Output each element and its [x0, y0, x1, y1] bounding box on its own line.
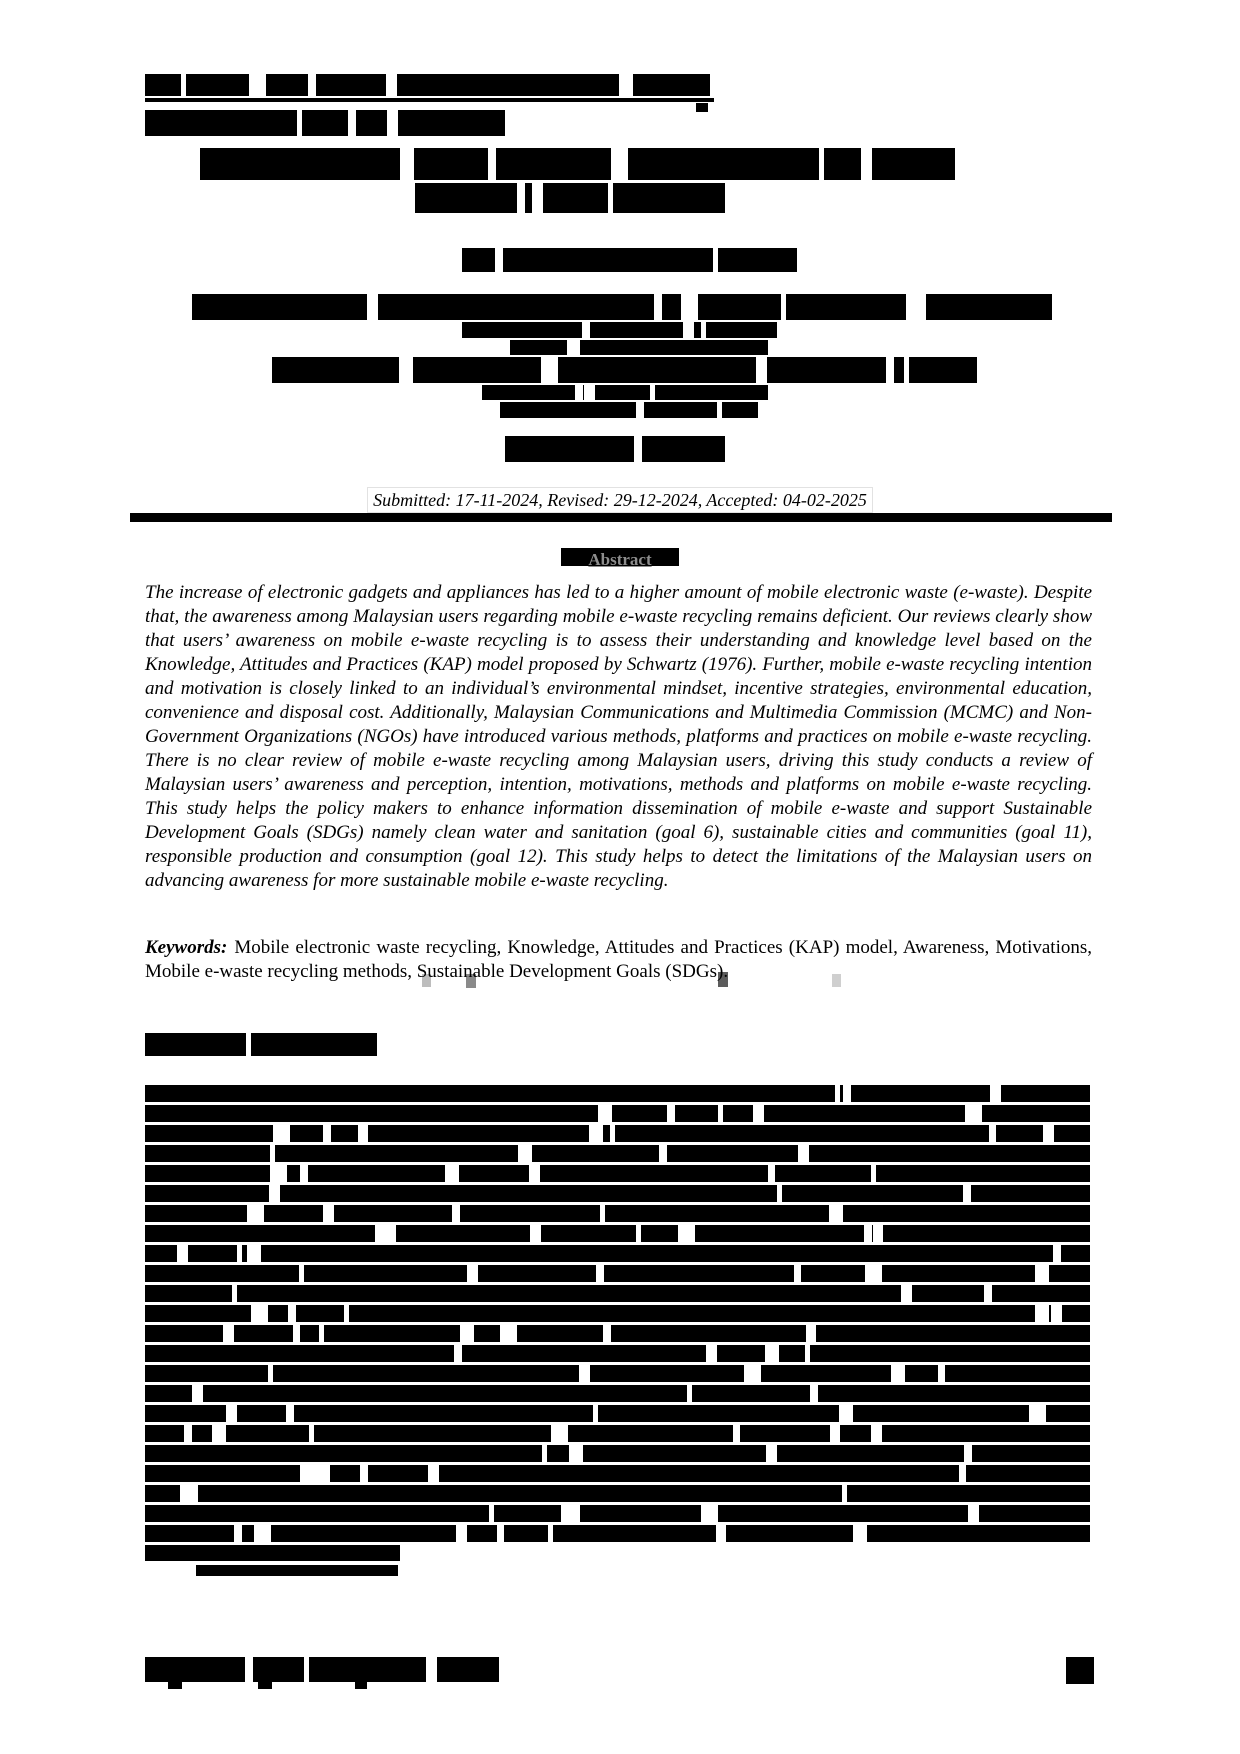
redacted-authors-line: [462, 248, 797, 272]
redacted-journal-name-stub: [696, 103, 708, 112]
abstract-heading-remnant: Abstract: [588, 550, 652, 569]
redaction-gap: [781, 294, 786, 320]
redaction-gap: [569, 1445, 583, 1462]
redacted-footer-stub-2: [258, 1682, 272, 1689]
redacted-footer-stub-3: [355, 1682, 367, 1689]
redaction-gap: [181, 74, 186, 96]
redacted-body-line: [145, 1485, 1090, 1502]
redaction-gap: [304, 1657, 309, 1682]
redaction-gap: [249, 74, 266, 96]
redaction-gap: [829, 1205, 843, 1222]
redaction-gap: [367, 294, 378, 320]
redaction-gap: [184, 1425, 192, 1442]
redaction-gap: [467, 1265, 478, 1282]
redaction-gap: [701, 1505, 718, 1522]
redacted-body-line: [145, 1125, 1090, 1142]
redaction-gap: [348, 110, 356, 136]
redacted-body-line: [145, 1365, 1090, 1382]
redaction-gap: [636, 1225, 641, 1242]
redaction-gap: [706, 1345, 717, 1362]
redaction-gap: [426, 1657, 437, 1682]
redacted-paper-title-line-1: [200, 148, 955, 180]
redaction-gap: [636, 402, 644, 418]
redaction-gap: [319, 1325, 324, 1342]
redaction-gap: [984, 1285, 992, 1302]
redaction-gap: [968, 1505, 979, 1522]
redacted-body-line: [145, 1505, 1090, 1522]
redaction-gap: [358, 1125, 368, 1142]
redaction-gap: [805, 1345, 810, 1362]
redaction-gap: [300, 1465, 317, 1482]
redaction-gap: [901, 1285, 912, 1302]
redacted-body-line: [145, 1405, 1090, 1422]
redaction-gap: [497, 1525, 504, 1542]
redacted-journal-name-line-1: [145, 74, 710, 96]
redacted-body-line: [145, 1085, 1090, 1102]
redaction-gap: [297, 110, 302, 136]
redaction-gap: [247, 1245, 261, 1262]
redaction-gap: [532, 183, 543, 213]
redaction-gap: [247, 1205, 264, 1222]
redaction-gap: [610, 1125, 615, 1142]
redaction-gap: [716, 1525, 726, 1542]
redaction-gap: [904, 357, 909, 383]
redaction-gap: [399, 357, 413, 383]
redaction-gap: [766, 1445, 777, 1462]
redaction-gap: [596, 1265, 604, 1282]
redaction-gap: [237, 1245, 242, 1262]
redaction-gap: [794, 1265, 801, 1282]
keywords-label: Keywords:: [145, 937, 228, 958]
redaction-gap: [753, 1105, 764, 1122]
redaction-gap: [912, 294, 926, 320]
redaction-gap: [659, 1145, 667, 1162]
redaction-gap: [344, 1305, 349, 1322]
redaction-gap: [963, 1185, 971, 1202]
redaction-gap: [541, 357, 558, 383]
header-divider-rule: [130, 513, 1112, 522]
redaction-gap: [360, 1465, 368, 1482]
redaction-gap: [400, 148, 414, 180]
redaction-gap: [386, 74, 397, 96]
redaction-gap: [891, 1365, 905, 1382]
redaction-gap: [777, 1185, 782, 1202]
redacted-section-heading: [145, 1033, 377, 1056]
redacted-body-line: [145, 1425, 1090, 1442]
redaction-gap: [1035, 1265, 1049, 1282]
redaction-gap: [582, 322, 590, 338]
redaction-gap: [990, 1085, 1001, 1102]
redaction-gap: [1035, 1305, 1049, 1322]
redaction-gap: [495, 248, 503, 272]
redaction-gap: [667, 1105, 675, 1122]
redaction-gap: [460, 1325, 474, 1342]
redacted-footer-text: [145, 1657, 499, 1682]
redaction-gap: [830, 1425, 840, 1442]
redaction-gap: [756, 357, 767, 383]
redaction-gap: [819, 148, 824, 180]
redaction-gap: [717, 402, 722, 418]
redaction-gap: [572, 340, 580, 355]
redaction-gap: [542, 1445, 547, 1462]
redaction-gap: [299, 1265, 304, 1282]
redaction-gap: [245, 1657, 253, 1682]
redaction-gap: [300, 1165, 308, 1182]
redaction-gap: [843, 1085, 851, 1102]
redaction-gap: [226, 1405, 237, 1422]
redacted-body-line: [145, 1165, 1090, 1182]
redacted-affiliation-line-6: [500, 402, 758, 418]
redaction-gap: [589, 1125, 603, 1142]
redacted-body-line: [145, 1205, 1090, 1222]
redacted-body-line: [145, 1525, 1090, 1542]
redaction-gap: [375, 1225, 389, 1242]
redaction-gap: [864, 1225, 872, 1242]
redaction-gap: [938, 1365, 945, 1382]
redaction-gap: [806, 1325, 816, 1342]
redaction-gap: [835, 1085, 840, 1102]
redaction-gap: [488, 148, 496, 180]
redaction-gap: [454, 1345, 462, 1362]
redaction-gap: [964, 1445, 972, 1462]
redaction-gap: [387, 110, 398, 136]
redaction-gap: [323, 1205, 334, 1222]
redacted-body-line: [145, 1545, 400, 1561]
redaction-gap: [286, 1405, 294, 1422]
redaction-gap: [611, 148, 628, 180]
redaction-gap: [634, 436, 642, 462]
redaction-gap: [687, 1385, 692, 1402]
redaction-gap: [861, 148, 872, 180]
redacted-body-line: [145, 1245, 1090, 1262]
redaction-gap: [548, 1525, 553, 1542]
redacted-affiliation-line-3: [510, 340, 768, 355]
redaction-gap: [288, 1305, 296, 1322]
redacted-footer-stub-1: [168, 1682, 182, 1689]
redaction-gap: [428, 1465, 439, 1482]
redaction-gap: [765, 1345, 779, 1362]
redacted-body-line: [145, 1225, 1090, 1242]
redaction-gap: [273, 1125, 290, 1142]
redaction-gap: [452, 1205, 460, 1222]
redaction-gap: [456, 1525, 467, 1542]
redaction-gap: [551, 1425, 568, 1442]
redaction-gap: [1043, 1125, 1054, 1142]
abstract-text: The increase of electronic gadgets and appliances has led to a higher amount of mobile electronic waste (e-waste). Despite that, the awareness among Malaysian users regarding mobile e-waste recycling remains deficient. Our reviews clearly show that users’ awareness on mobile e-waste recycling is to assess their understanding and knowledge level based on the Knowledge, Attitudes and Practices (KAP) model proposed by Schwartz (1976). Further, mobile e-waste recycling intention and motivation is closely linked to an individual’s environmental mindset, incentive strategies, environmental education, convenience and disposal cost. Additionally, Malaysian Communications and Multimedia Commission (MCMC) and Non-Government Organizations (NGOs) have introduced various methods, platforms and practices on mobile e-waste recycling. There is no clear review of mobile e-waste recycling among Malaysian users, driving this study conducts a review of Malaysian users’ awareness and perception, intention, motivations, methods and platforms on mobile e-waste recycling. This study helps the policy makers to enhance information dissemination of mobile e-waste and support Sustainable Development Goals (SDGs) namely clean water and sanitation (goal 6), sustainable cities and communities (goal 11), responsible production and consumption (goal 12). This study helps to detect the limitations of the Malaysian users on advancing awareness for more sustainable mobile e-waste recycling.: [145, 582, 1092, 891]
redacted-body-line: [145, 1185, 1090, 1202]
redaction-gap: [251, 1305, 268, 1322]
redaction-gap: [323, 1125, 331, 1142]
redacted-journal-name-underline: [145, 98, 714, 102]
redaction-gap: [1051, 1305, 1062, 1322]
redaction-gap: [886, 357, 894, 383]
redaction-gap: [309, 1425, 314, 1442]
redaction-gap: [608, 183, 613, 213]
redaction-gap: [293, 1325, 300, 1342]
redaction-gap: [269, 1185, 280, 1202]
redaction-gap: [603, 1325, 611, 1342]
redaction-gap: [389, 1225, 396, 1242]
redaction-gap: [810, 1385, 818, 1402]
redaction-gap: [701, 322, 706, 338]
redaction-gap: [445, 1165, 459, 1182]
redaction-gap: [989, 1125, 996, 1142]
redacted-paper-title-line-2: [415, 183, 725, 213]
redacted-affiliation-line-2: [462, 322, 777, 338]
redaction-gap: [177, 1245, 188, 1262]
redacted-body-line: [145, 1305, 1090, 1322]
redacted-page-number: [1066, 1657, 1094, 1684]
redaction-gap: [654, 294, 662, 320]
redaction-gap: [517, 183, 525, 213]
redaction-gap: [906, 294, 913, 320]
redaction-gap: [798, 1145, 809, 1162]
redaction-gap: [254, 1525, 271, 1542]
redaction-gap: [232, 1285, 237, 1302]
redacted-body-line: [145, 1465, 1090, 1482]
redaction-gap: [187, 1485, 198, 1502]
redaction-gap: [959, 1465, 966, 1482]
redaction-gap: [530, 1225, 541, 1242]
redacted-body-line: [145, 1385, 1090, 1402]
redaction-gap: [744, 1365, 761, 1382]
redaction-gap: [593, 1405, 598, 1422]
redaction-gap: [681, 294, 698, 320]
redaction-gap: [575, 385, 583, 400]
redacted-body-line: [145, 1325, 1090, 1342]
redacted-email-line: [505, 436, 725, 462]
redaction-gap: [316, 1465, 330, 1482]
redaction-gap: [518, 1145, 532, 1162]
redacted-affiliation-line-1: [192, 294, 1052, 320]
redaction-gap: [853, 1525, 867, 1542]
redacted-body-line: [145, 1445, 1090, 1462]
redacted-affiliation-line-4: [272, 357, 977, 383]
redacted-body-line: [145, 1285, 1090, 1302]
redaction-gap: [561, 1505, 575, 1522]
redaction-gap: [192, 1385, 203, 1402]
redacted-journal-name-line-2: [145, 110, 505, 136]
redaction-gap: [1029, 1405, 1046, 1422]
redaction-gap: [212, 1425, 226, 1442]
redaction-gap: [529, 1165, 540, 1182]
redaction-gap: [579, 1365, 590, 1382]
redaction-gap: [871, 1425, 882, 1442]
redaction-gap: [500, 1325, 517, 1342]
submission-dates-text: Submitted: 17-11-2024, Revised: 29-12-2024, Accepted: 04-02-2025: [367, 487, 873, 513]
keywords-text: Mobile electronic waste recycling, Knowledge, Attitudes and Practices (KAP) model, Awareness, Motivations, Mobile e-waste recycling methods, Sustainable Development Goals (SDGs).: [145, 937, 1092, 982]
redaction-gap: [965, 1105, 982, 1122]
redacted-body-line: [196, 1565, 398, 1576]
redaction-gap: [234, 1525, 242, 1542]
redaction-gap: [713, 248, 718, 272]
redaction-gap: [489, 1505, 494, 1522]
redaction-gap: [270, 1145, 275, 1162]
redaction-gap: [308, 74, 316, 96]
redaction-gap: [246, 1033, 251, 1056]
redacted-affiliation-line-5: [482, 385, 768, 400]
redacted-body-line: [145, 1345, 1090, 1362]
redaction-gap: [871, 1165, 876, 1182]
redaction-gap: [768, 1165, 775, 1182]
redaction-gap: [650, 385, 655, 400]
redaction-gap: [678, 1225, 695, 1242]
redacted-body-line: [145, 1265, 1090, 1282]
redacted-body-line: [145, 1145, 1090, 1162]
redaction-gap: [1053, 1245, 1061, 1262]
redaction-gap: [600, 1205, 605, 1222]
redaction-gap: [865, 1265, 882, 1282]
redaction-gap: [268, 1365, 273, 1382]
redaction-gap: [733, 1425, 740, 1442]
redaction-gap: [842, 1485, 847, 1502]
redaction-gap: [839, 1405, 853, 1422]
redaction-gap: [619, 74, 633, 96]
redaction-gap: [718, 1105, 723, 1122]
submission-dates-line: [0, 487, 1240, 513]
redaction-gap: [270, 1165, 287, 1182]
redaction-gap: [683, 322, 694, 338]
redaction-gap: [584, 385, 595, 400]
redaction-gap: [873, 1225, 883, 1242]
keywords-paragraph: [145, 936, 1092, 984]
redaction-gap: [598, 1105, 612, 1122]
redaction-gap: [223, 1325, 234, 1342]
redacted-body-line: [145, 1105, 1090, 1122]
